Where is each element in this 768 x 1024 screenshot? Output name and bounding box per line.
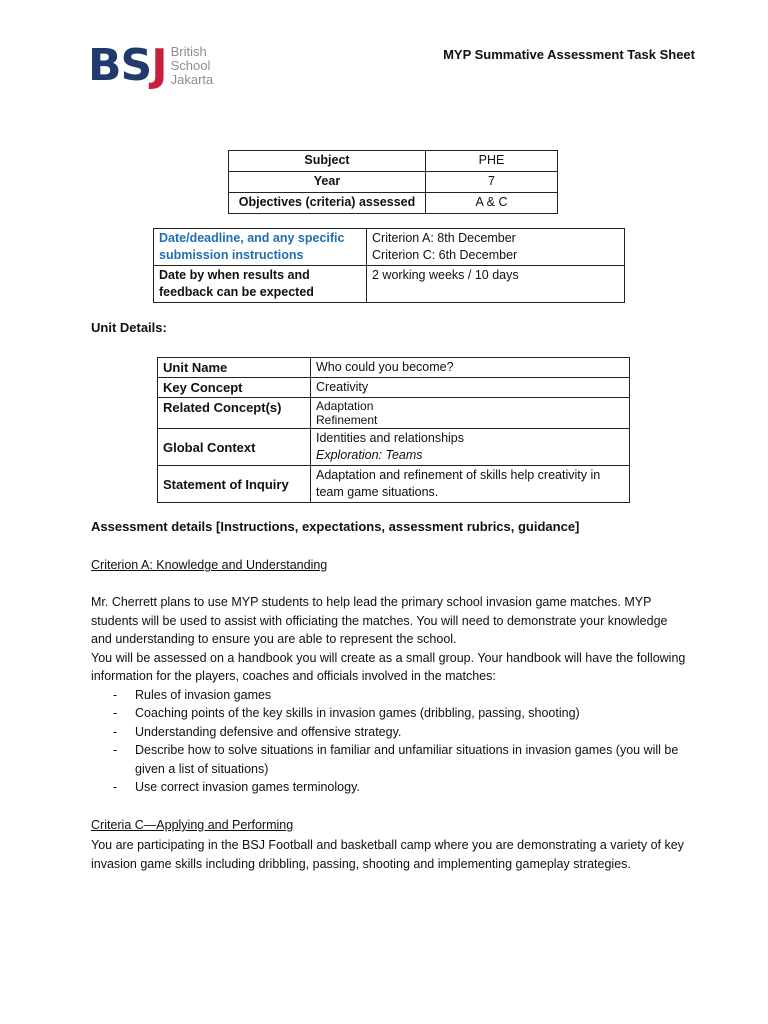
- key-concept-label: Key Concept: [158, 378, 311, 398]
- paragraph-line: Mr. Cherrett plans to use MYP students to help lead the primary school invasion game matches. MYP: [91, 595, 652, 609]
- related-concepts-label: Related Concept(s): [158, 398, 311, 429]
- table-row: [229, 172, 558, 193]
- logo-line: Jakarta: [170, 72, 214, 87]
- inquiry-label: Statement of Inquiry: [158, 466, 311, 503]
- paragraph-line: You are participating in the BSJ Football and basketball camp where you are demonstrating a variety of key: [91, 838, 684, 852]
- criterion-a-body: [91, 593, 701, 797]
- table-row: [158, 398, 630, 429]
- table-row: [158, 378, 630, 398]
- table-row: [229, 151, 558, 172]
- paragraph-line: and understanding to ensure you are able to represent the school.: [91, 632, 457, 646]
- key-concept-value: Creativity: [311, 378, 630, 398]
- inquiry-line: team game situations.: [316, 485, 439, 499]
- paragraph-line: invasion game skills including dribbling, passing, shooting and implementing gameplay strategies.: [91, 856, 631, 871]
- label-line: Date/deadline, and any specific: [159, 231, 345, 245]
- unit-name-value: Who could you become?: [311, 358, 630, 378]
- table-row: [158, 429, 630, 466]
- criterion-c-heading: Criteria C—Applying and Performing: [91, 818, 294, 832]
- objectives-value: A & C: [426, 193, 558, 214]
- objectives-label: Objectives (criteria) assessed: [229, 193, 426, 214]
- paragraph-line: students will be used to assist with officiating the matches. You will need to demonstrate your knowledge: [91, 613, 668, 628]
- table-row: [229, 193, 558, 214]
- year-value: 7: [426, 172, 558, 193]
- bsj-logo-mark: BSJ: [88, 40, 167, 91]
- results-value: 2 working weeks / 10 days: [367, 266, 625, 303]
- paragraph-line: information for the players, coaches and officials involved in the matches:: [91, 669, 496, 683]
- deadline-value: [367, 229, 625, 266]
- logo-line: School: [170, 58, 211, 73]
- table-row: [158, 358, 630, 378]
- label-line: feedback can be expected: [159, 285, 314, 299]
- context-line: Identities and relationships: [316, 431, 465, 445]
- label-line: Date by when results and: [159, 268, 310, 282]
- concept-line: Refinement: [316, 413, 378, 427]
- label-line: submission instructions: [159, 248, 304, 262]
- table-row: [158, 466, 630, 503]
- concept-line: Adaptation: [316, 399, 374, 413]
- subject-value: PHE: [426, 151, 558, 172]
- list-item: - Understanding defensive and offensive strategy.: [91, 723, 701, 742]
- inquiry-line: Adaptation and refinement of skills help creativity in: [316, 468, 601, 482]
- table-row: [154, 266, 625, 303]
- exploration-note: Exploration: Teams: [316, 448, 423, 462]
- global-context-value: [311, 429, 630, 466]
- unit-details-table: [157, 357, 630, 503]
- logo-line: British: [170, 44, 207, 59]
- value-line: Criterion A: 8th December: [372, 231, 516, 245]
- inquiry-value: [311, 466, 630, 503]
- list-item: - Rules of invasion games: [91, 686, 701, 705]
- value-line: Criterion C: 6th December: [372, 248, 518, 262]
- list-item: - Describe how to solve situations in familiar and unfamiliar situations in invasion games (you will be given a list of situations): [91, 741, 701, 778]
- criterion-a-heading: Criterion A: Knowledge and Understanding: [91, 558, 328, 572]
- global-context-label: Global Context: [158, 429, 311, 466]
- deadline-label: [154, 229, 367, 266]
- criterion-c-body: [91, 836, 701, 873]
- unit-name-label: Unit Name: [158, 358, 311, 378]
- subject-label: Subject: [229, 151, 426, 172]
- list-item: - Use correct invasion games terminology.: [91, 778, 701, 797]
- document-title: MYP Summative Assessment Task Sheet: [443, 47, 695, 62]
- school-logo: [88, 40, 214, 91]
- logo-wordmark: [171, 45, 214, 87]
- year-label: Year: [229, 172, 426, 193]
- paragraph-line: You will be assessed on a handbook you will create as a small group. Your handbook will have the following: [91, 650, 686, 665]
- unit-details-heading: Unit Details:: [91, 320, 167, 335]
- related-concepts-value: [311, 398, 630, 429]
- handbook-list: [91, 686, 701, 797]
- results-label: [154, 266, 367, 303]
- deadline-table: [153, 228, 625, 303]
- table-row: [154, 229, 625, 266]
- assessment-heading: Assessment details [Instructions, expectations, assessment rubrics, guidance]: [91, 519, 580, 534]
- subject-table: [228, 150, 558, 214]
- list-item: - Coaching points of the key skills in invasion games (dribbling, passing, shooting): [91, 704, 701, 723]
